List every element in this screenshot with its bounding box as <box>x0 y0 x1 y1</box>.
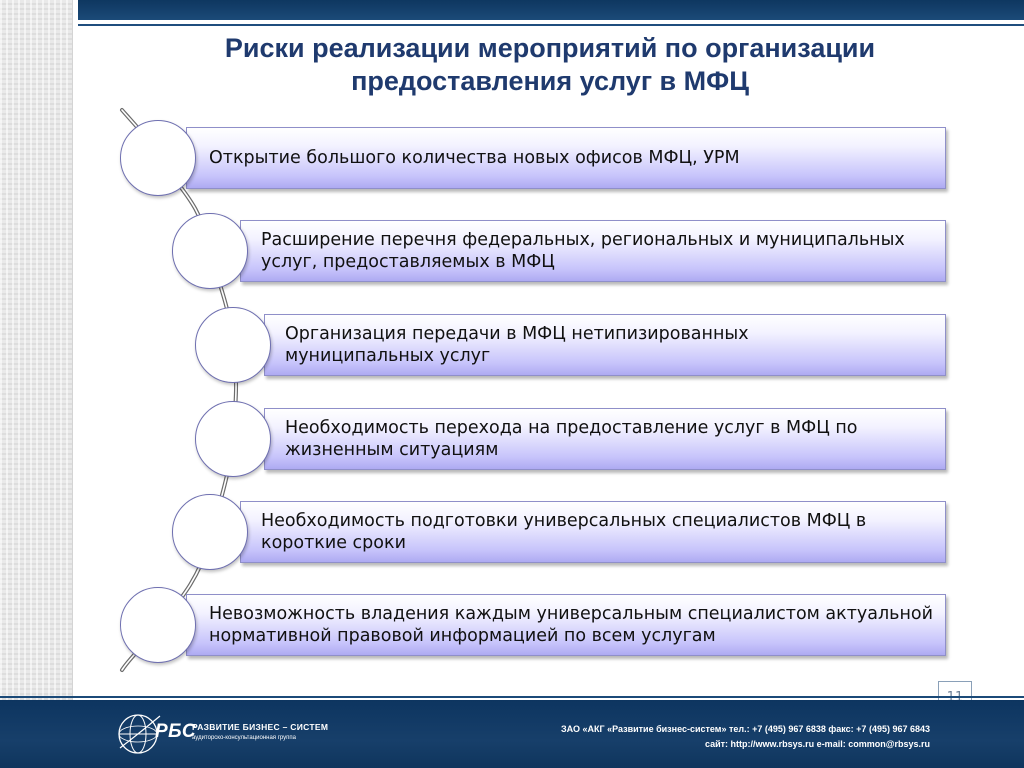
risk-item-2-text: Расширение перечня федеральных, региональных и муниципальных услуг, предоставляемых в МФЦ <box>261 230 905 272</box>
risk-item-1-text: Открытие большого количества новых офисов МФЦ, УРМ <box>209 148 740 168</box>
risk-marker-circle-6 <box>120 587 196 663</box>
risk-item-3-text: Организация передачи в МФЦ нетипизированных муниципальных услуг <box>285 324 749 366</box>
risk-item-4 <box>264 408 946 470</box>
risk-item-4-text: Необходимость перехода на предоставление услуг в МФЦ по жизненным ситуациям <box>285 418 858 460</box>
risk-item-6 <box>186 594 946 656</box>
logo-company-name: РАЗВИТИЕ БИЗНЕС – СИСТЕМ <box>192 722 329 732</box>
globe-logo-icon <box>118 708 298 760</box>
risk-item-5 <box>240 501 946 563</box>
footer-contacts <box>561 722 930 752</box>
risk-item-2 <box>240 220 946 282</box>
risk-item-5-text: Необходимость подготовки универсальных специалистов МФЦ в короткие сроки <box>261 511 867 553</box>
risk-marker-circle-3 <box>195 307 271 383</box>
risk-marker-circle-4 <box>195 401 271 477</box>
contact-line-phone: ЗАО «АКГ «Развитие бизнес-систем» тел.: +7 (495) 967 6838 факс: +7 (495) 967 6843 <box>560 724 930 734</box>
risk-item-3 <box>264 314 946 376</box>
risk-marker-circle-5 <box>172 494 248 570</box>
logo-brand: РБС <box>155 721 197 742</box>
risk-marker-circle-1 <box>120 120 196 196</box>
footer-line <box>0 696 1024 698</box>
contact-line-web: сайт: http://www.rbsys.ru e-mail: common@rbsys.ru <box>704 739 930 749</box>
slide-title-line2: предоставления услуг в МФЦ <box>351 66 749 96</box>
slide-title-line1: Риски реализации мероприятий по организации <box>224 33 876 63</box>
risk-item-6-text: Невозможность владения каждым универсальным специалистом актуальной нормативной правовой информацией по всем услугам <box>209 604 934 646</box>
risk-marker-circle-2 <box>172 213 248 289</box>
logo-subtitle: аудиторско-консультационная группа <box>192 735 296 741</box>
risk-item-1 <box>186 127 946 189</box>
